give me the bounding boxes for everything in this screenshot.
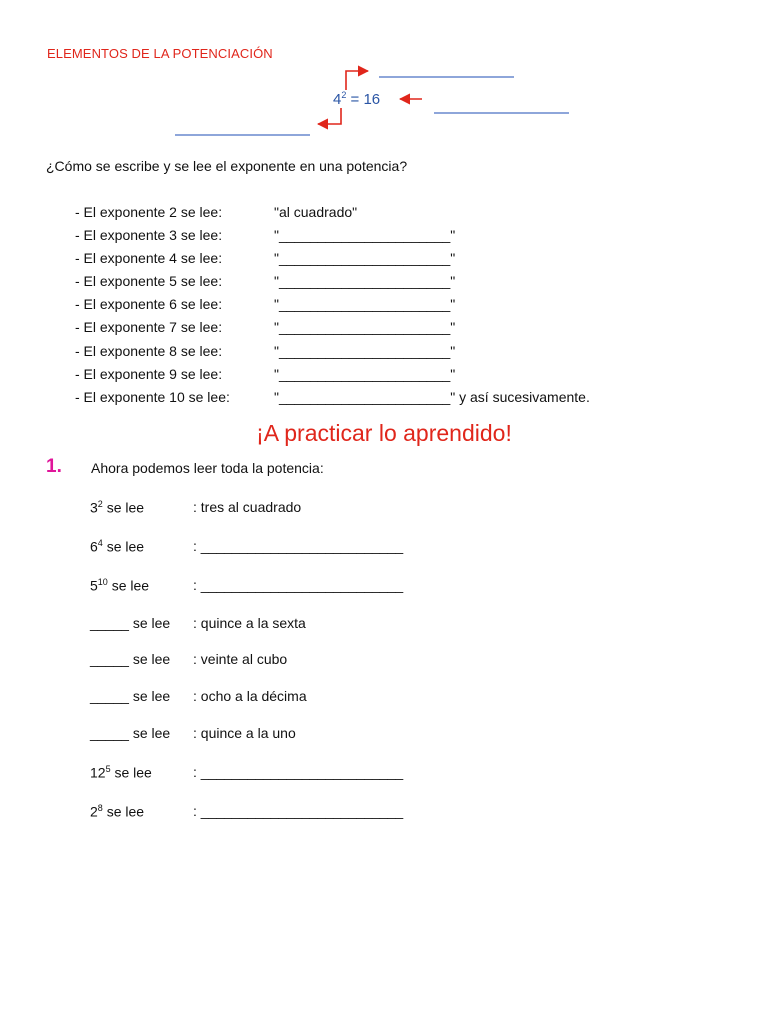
base-arrow — [318, 108, 341, 124]
page-title: ELEMENTOS DE LA POTENCIACIÓN — [47, 46, 273, 61]
exercise-intro: Ahora podemos leer toda la potencia: — [91, 460, 324, 476]
exercise-number: 1. — [46, 456, 62, 477]
power-elements-diagram — [0, 0, 768, 160]
exponent-arrow — [346, 71, 368, 90]
question-text: ¿Cómo se escribe y se lee el exponente en una potencia? — [46, 158, 408, 174]
example-equation: $4^2 = 16$ — [333, 90, 381, 108]
practice-heading: ¡A practicar lo aprendido! — [256, 420, 512, 446]
